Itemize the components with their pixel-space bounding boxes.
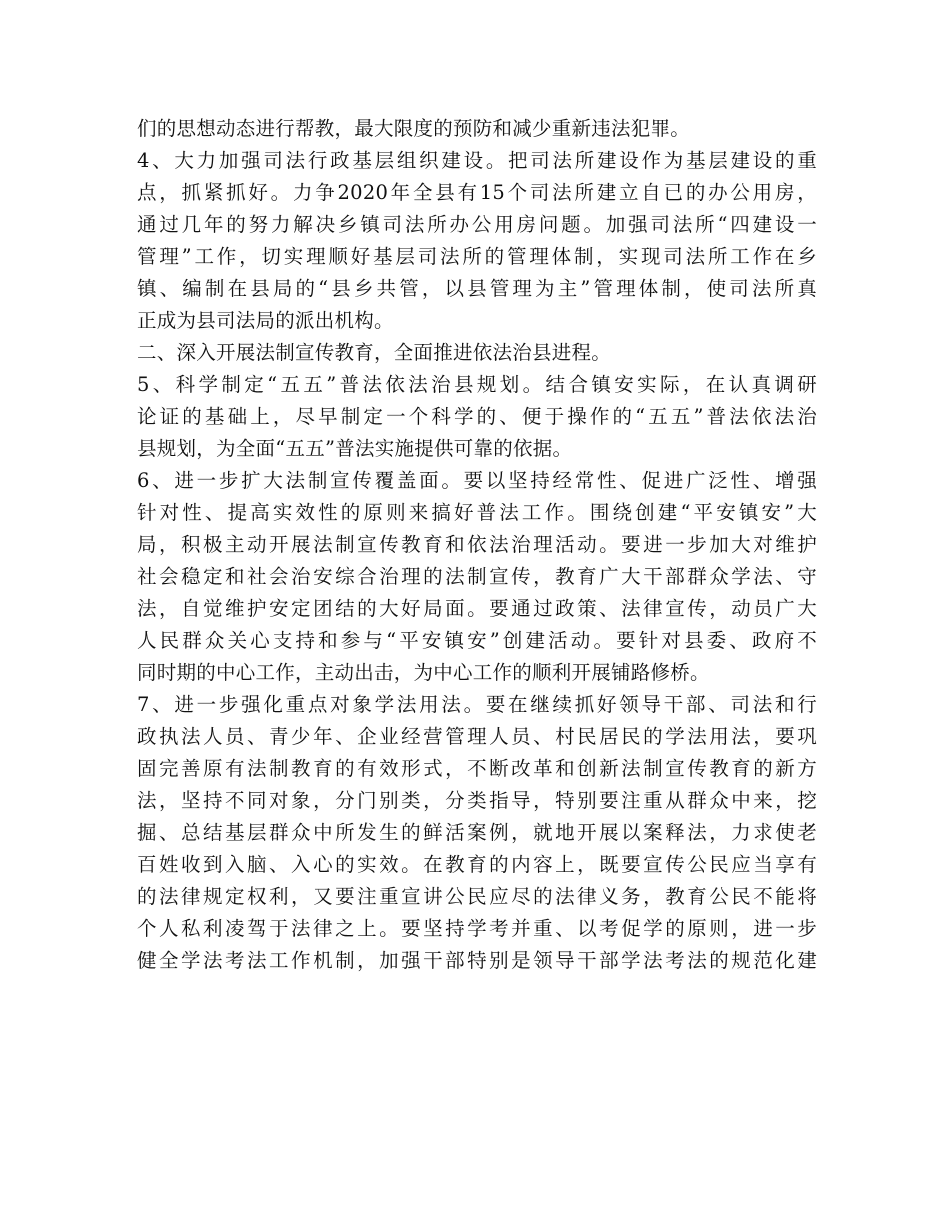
text-line: 镇、编制在县局的“县乡共管，以县管理为主”管理体制，使司法所真: [137, 277, 817, 300]
text-line: 法，坚持不同对象，分门别类，分类指导，特别要注重从群众中来，挖: [137, 789, 817, 812]
text-line: 4、大力加强司法行政基层组织建设。把司法所建设作为基层建设的重: [137, 149, 817, 172]
text-line: 局，积极主动开展法制宣传教育和依法治理活动。要进一步加大对维护: [137, 533, 817, 556]
text-line: 的法律规定权利，又要注重宣讲公民应尽的法律义务，教育公民不能将: [137, 885, 817, 908]
text-line: 论证的基础上，尽早制定一个科学的、便于操作的“五五”普法依法治: [137, 405, 817, 428]
text-line: 5、科学制定“五五”普法依法治县规划。结合镇安实际，在认真调研: [137, 373, 817, 396]
text-line: 人民群众关心支持和参与“平安镇安”创建活动。要针对县委、政府不: [137, 629, 817, 652]
text-line: 同时期的中心工作，主动出击，为中心工作的顺利开展铺路修桥。: [137, 661, 710, 684]
text-line: 二、深入开展法制宣传教育，全面推进依法治县进程。: [137, 341, 612, 364]
text-line: 个人私利凌驾于法律之上。要坚持学考并重、以考促学的原则，进一步: [137, 917, 817, 940]
text-line: 点，抓紧抓好。力争2020年全县有15个司法所建立自已的办公用房，: [137, 181, 817, 204]
document-body: [137, 113, 817, 977]
text-line: 百姓收到入脑、入心的实效。在教育的内容上，既要宣传公民应当享有: [137, 853, 817, 876]
text-line: 6、进一步扩大法制宣传覆盖面。要以坚持经常性、促进广泛性、增强: [137, 469, 817, 492]
text-line: 掘、总结基层群众中所发生的鲜活案例，就地开展以案释法，力求使老: [137, 821, 817, 844]
text-line: 政执法人员、青少年、企业经营管理人员、村民居民的学法用法，要巩: [137, 725, 817, 748]
text-line: 法，自觉维护安定团结的大好局面。要通过政策、法律宣传，动员广大: [137, 597, 817, 620]
text-line: 针对性、提高实效性的原则来搞好普法工作。围绕创建“平安镇安”大: [137, 501, 817, 524]
text-line: 管理”工作，切实理顺好基层司法所的管理体制，实现司法所工作在乡: [137, 245, 817, 268]
text-line: 正成为县司法局的派出机构。: [137, 309, 394, 332]
text-line: 健全学法考法工作机制，加强干部特别是领导干部学法考法的规范化建: [137, 949, 817, 972]
text-line: 通过几年的努力解决乡镇司法所办公用房问题。加强司法所“四建设一: [137, 213, 817, 236]
text-line: 7、进一步强化重点对象学法用法。要在继续抓好领导干部、司法和行: [137, 693, 817, 716]
text-line: 社会稳定和社会治安综合治理的法制宣传，教育广大干部群众学法、守: [137, 565, 817, 588]
text-line: 们的思想动态进行帮教，最大限度的预防和减少重新违法犯罪。: [137, 117, 691, 140]
text-line: 固完善原有法制教育的有效形式，不断改革和创新法制宣传教育的新方: [137, 757, 817, 780]
text-line: 县规划，为全面“五五”普法实施提供可靠的依据。: [137, 437, 573, 460]
